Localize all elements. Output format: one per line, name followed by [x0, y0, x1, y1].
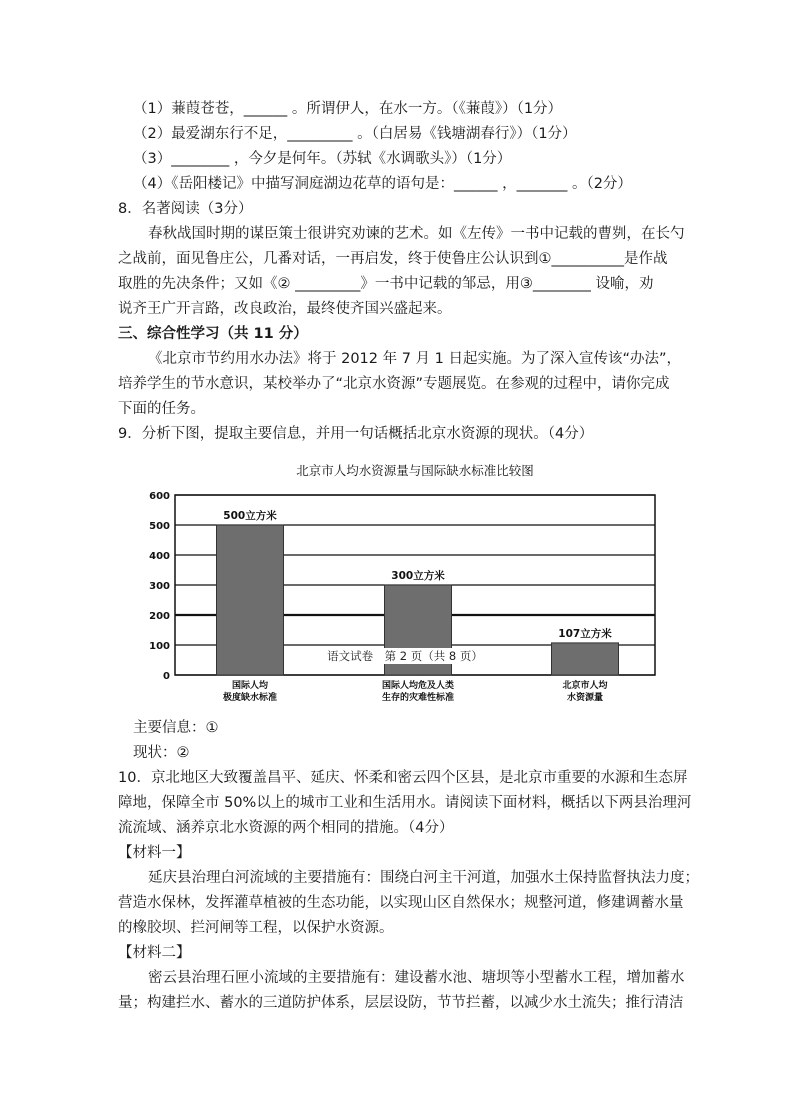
- y-tick-label: 0: [163, 671, 170, 682]
- section-3-title: 三、综合性学习（共 11 分）: [118, 326, 308, 342]
- q10-paragraph-line: 10．京北地区大致覆盖昌平、延庆、怀柔和密云四个区县，是北京市重要的水源和生态屏: [118, 770, 688, 786]
- q8-paragraph-line: 取胜的先决条件；又如《② _________》一书中记载的邹忌，用③________ 设喻，劝: [118, 276, 654, 292]
- q7-item-4: （4）《岳阳楼记》中描写洞庭湖边花草的语句是：______ ，_______ 。（2分）: [133, 176, 632, 192]
- q9-title: 9．分析下图，提取主要信息，并用一句话概括北京水资源的现状。（4分）: [118, 426, 594, 442]
- x-category-label: 国际人均危及人类: [381, 681, 455, 691]
- chart-title: 北京市人均水资源量与国际缺水标准比较图: [296, 463, 534, 478]
- q10-paragraph-line: 流流域、涵养京北水资源的两个相同的措施。（4分）: [118, 820, 454, 836]
- x-category-label: 北京市人均: [562, 681, 608, 691]
- bar: [552, 643, 619, 675]
- y-tick-label: 100: [149, 641, 170, 652]
- material-1-line: 的橡胶坝、拦河闸等工程，以保护水资源。: [118, 920, 394, 936]
- page-footer-watermark: 语文试卷 第 2 页（共 8 页）: [327, 649, 483, 663]
- q8-paragraph-line: 春秋战国时期的谋臣策士很讲究劝谏的艺术。如《左传》一书中记载的曹刿，在长勺: [148, 226, 685, 242]
- q7-item-3: （3）________ ，今夕是何年。（苏轼《水调歌头》）（1分）: [133, 151, 512, 167]
- material-2-title: 【材料二】: [118, 945, 191, 961]
- section-3-intro-line: 培养学生的节水意识，某校举办了“北京水资源”专题展览。在参观的过程中，请你完成: [118, 376, 670, 392]
- y-tick-label: 600: [149, 491, 170, 502]
- q8-title: 8．名著阅读（3分）: [118, 201, 253, 217]
- water-resource-bar-chart: [140, 455, 670, 705]
- bar-data-label: 300立方米: [391, 570, 445, 582]
- material-2-line: 量；构建拦水、蓄水的三道防护体系，层层设防，节节拦蓄，以减少水土流失；推行清洁: [118, 995, 684, 1011]
- q8-paragraph-line: 之战前，面见鲁庄公，几番对话，一再启发，终于使鲁庄公认识到①__________是作战: [118, 251, 668, 267]
- q8-paragraph-line: 说齐王广开言路，改良政治，最终使齐国兴盛起来。: [118, 301, 452, 317]
- x-category-label: 生存的灾难性标准: [381, 693, 455, 703]
- y-tick-label: 500: [149, 521, 170, 532]
- y-tick-label: 300: [149, 581, 170, 592]
- q9-status: 现状：②: [133, 745, 190, 761]
- q7-item-1: （1）蒹葭苍苍，______ 。所谓伊人，在水一方。（《蒹葭》）（1分）: [133, 101, 563, 117]
- x-category-label: 国际人均: [231, 681, 269, 691]
- bar-data-label: 107立方米: [558, 627, 612, 640]
- y-tick-label: 400: [149, 551, 170, 562]
- q9-main-info: 主要信息：①: [133, 720, 219, 736]
- section-3-intro-line: 《北京市节约用水办法》将于 2012 年 7 月 1 日起实施。为了深入宣传该“办法”，: [148, 351, 682, 367]
- x-category-label: 极度缺水标准: [222, 693, 278, 703]
- bar: [217, 525, 284, 675]
- bar-data-label: 500立方米: [223, 510, 277, 522]
- y-tick-label: 200: [149, 611, 170, 622]
- material-1-line: 营造水保林，发挥灌草植被的生态功能，以实现山区自然保水；规整河道，修建调蓄水量: [118, 895, 684, 911]
- material-2-line: 密云县治理石匣小流域的主要措施有：建设蓄水池、塘坝等小型蓄水工程，增加蓄水: [148, 970, 685, 986]
- material-1-line: 延庆县治理白河流域的主要措施有：围绕白河主干河道，加强水土保持监督执法力度；: [148, 870, 699, 886]
- q10-paragraph-line: 障地，保障全市 50%以上的城市工业和生活用水。请阅读下面材料，概括以下两县治理河: [118, 795, 692, 811]
- section-3-intro-line: 下面的任务。: [118, 401, 205, 417]
- q7-item-2: （2）最爱湖东行不足，_________ 。（白居易《钱塘湖春行》）（1分）: [133, 126, 577, 142]
- x-category-label: 水资源量: [566, 693, 604, 703]
- material-1-title: 【材料一】: [118, 845, 191, 861]
